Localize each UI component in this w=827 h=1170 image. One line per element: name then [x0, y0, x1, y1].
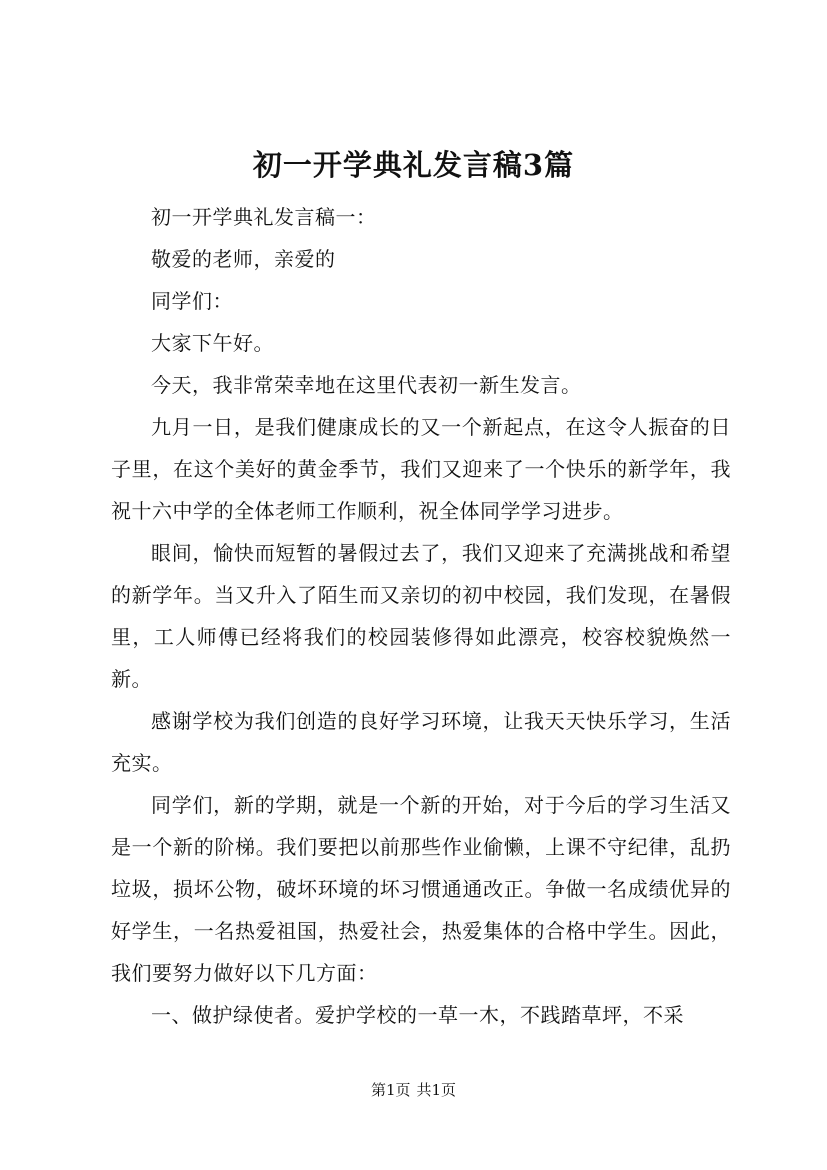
paragraph-9: 同学们，新的学期，就是一个新的开始，对于今后的学习生活又是一个新的阶梯。我们要把以前那些作业偷懒，上课不守纪律，乱扔垃圾，损坏公物，破坏环境的坏习惯通通改正。争做一名成绩优异的好学生，一名热爱祖国，热爱社会，热爱集体的合格中学生。因此，我们要努力做好以下几方面： [111, 793, 731, 985]
paragraph-4: 大家下午好。 [151, 331, 274, 355]
document-body [111, 196, 731, 1036]
paragraph-1: 初一开学典礼发言稿一： [151, 205, 377, 229]
paragraph-5: 今天，我非常荣幸地在这里代表初一新生发言。 [151, 373, 582, 397]
document-title: 初一开学典礼发言稿3篇 [252, 148, 575, 182]
paragraph-6: 九月一日，是我们健康成长的又一个新起点，在这令人振奋的日子里，在这个美好的黄金季节，我们又迎来了一个快乐的新学年，我祝十六中学的全体老师工作顺利，祝全体同学学习进步。 [111, 415, 731, 523]
paragraph-3: 同学们： [151, 289, 233, 313]
paragraph-2: 敬爱的老师，亲爱的 [151, 247, 336, 271]
page-number-total: 共1页 [416, 1081, 457, 1099]
page-footer [0, 1080, 827, 1100]
paragraph-10: 一、做护绿使者。爱护学校的一草一木，不践踏草坪，不采 [151, 1003, 684, 1027]
paragraph-7: 眼间，愉快而短暂的暑假过去了，我们又迎来了充满挑战和希望的新学年。当又升入了陌生而又亲切的初中校园，我们发现，在暑假里，工人师傅已经将我们的校园装修得如此漂亮，校容校貌焕然一新。 [111, 541, 731, 691]
page-number-current: 第1页 [370, 1081, 411, 1099]
paragraph-8: 感谢学校为我们创造的良好学习环境，让我天天快乐学习，生活充实。 [111, 709, 731, 775]
